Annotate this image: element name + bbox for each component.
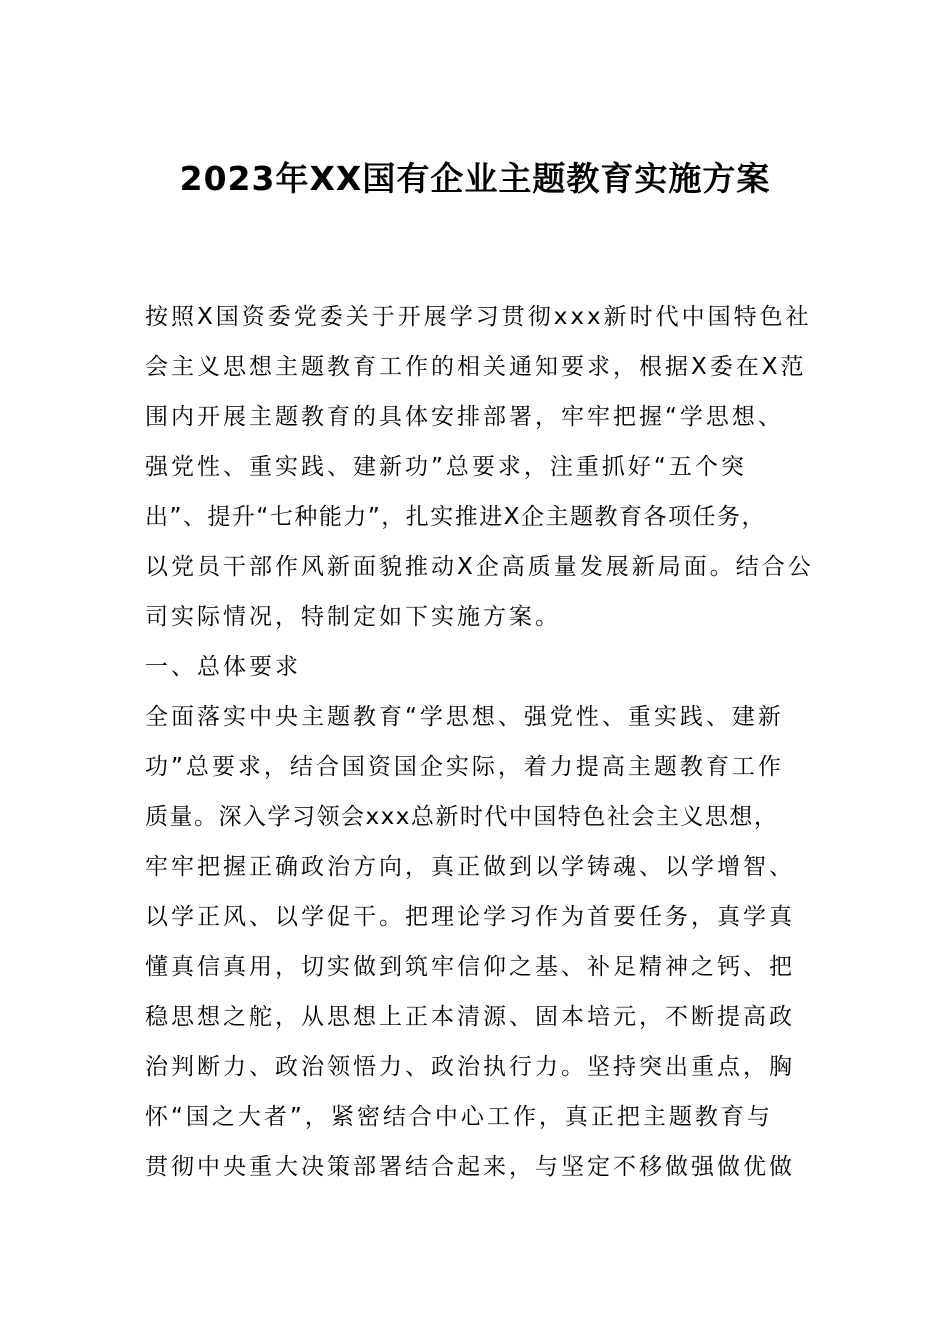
paragraph-requirements-line: 贯彻中央重大决策部署结合起来，与坚定不移做强做优做 (145, 1154, 795, 1180)
paragraph-requirements-line: 全面落实中央主题教育“学思想、强党性、重实践、建新 (145, 704, 784, 730)
paragraph-requirements-line: 懂真信真用，切实做到筑牢信仰之基、补足精神之钙、把 (145, 954, 795, 980)
document-title: 2023年XX国有企业主题教育实施方案 (179, 159, 771, 198)
paragraph-intro-line: 出”、提升“七种能力”，扎实推进X企主题教育各项任务， (145, 504, 767, 530)
paragraph-requirements-line: 功”总要求，结合国资国企实际，着力提高主题教育工作 (145, 754, 784, 780)
paragraph-intro-line: 按照X国资委党委关于开展学习贯彻xxx新时代中国特色社 (145, 304, 812, 330)
paragraph-requirements-line: 治判断力、政治领悟力、政治执行力。坚持突出重点，胸 (145, 1054, 795, 1080)
paragraph-requirements-line: 质量。深入学习领会xxx总新时代中国特色社会主义思想， (145, 804, 779, 830)
paragraph-intro-line: 会主义思想主题教育工作的相关通知要求，根据X委在X范 (145, 354, 807, 380)
paragraph-requirements-line: 牢牢把握正确政治方向，真正做到以学铸魂、以学增智、 (145, 854, 795, 880)
paragraph-intro-line: 强党性、重实践、建新功”总要求，注重抓好“五个突 (145, 454, 747, 480)
paragraph-requirements-line: 以学正风、以学促干。把理论学习作为首要任务，真学真 (145, 904, 795, 930)
document-body (145, 292, 814, 1192)
paragraph-intro-line: 以党员干部作风新面貌推动X企高质量发展新局面。结合公 (145, 554, 814, 580)
paragraph-intro-line: 围内开展主题教育的具体安排部署，牢牢把握“学思想、 (145, 404, 784, 430)
paragraph-requirements-line: 怀“国之大者”，紧密结合中心工作，真正把主题教育与 (145, 1104, 773, 1130)
paragraph-intro-line: 司实际情况，特制定如下实施方案。 (145, 604, 561, 630)
paragraph-requirements-line: 稳思想之舵，从思想上正本清源、固本培元，不断提高政 (145, 1004, 795, 1030)
section-heading: 一、总体要求 (145, 654, 301, 680)
